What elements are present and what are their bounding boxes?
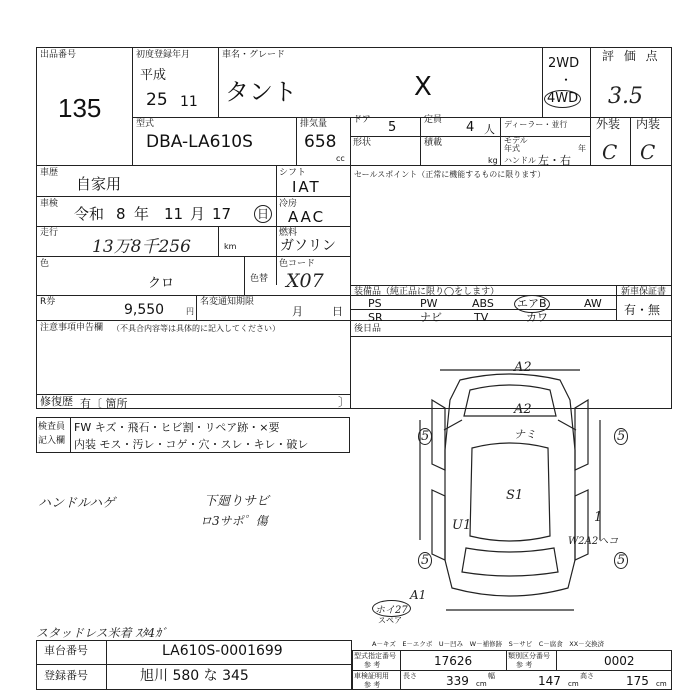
car-grade: X — [414, 72, 432, 102]
divider — [506, 650, 507, 670]
divider — [36, 165, 672, 166]
inspection-month-unit: 月 — [190, 205, 206, 223]
divider — [350, 336, 672, 337]
car-damage-diagram — [400, 360, 680, 620]
inspection-day-unit: 日 — [254, 205, 272, 223]
cooler-label: 冷房 — [279, 199, 298, 209]
inspection-era: 令和 — [74, 205, 105, 223]
damage-s1: S1 — [506, 488, 524, 503]
shape-label: 形状 — [353, 138, 372, 148]
interior-label: 内装 — [636, 117, 661, 131]
divider — [350, 117, 351, 165]
first-reg-label: 初度登録年月 — [136, 50, 191, 60]
tire-fr: 5 — [614, 428, 628, 445]
model-year-unit: 年 — [578, 144, 586, 153]
damage-a1: A1 — [410, 588, 427, 602]
evaluation-label: 評 価 点 — [602, 49, 661, 63]
divider — [218, 47, 219, 117]
model-label: 型式 — [136, 119, 155, 129]
length-unit: cm — [476, 680, 487, 688]
class-no-label-2: 参 考 — [516, 661, 533, 669]
drive-4wd: 4WD — [544, 90, 581, 108]
cert-sub: 参 考 — [364, 681, 381, 689]
divider — [616, 285, 617, 320]
divider — [36, 196, 276, 197]
color-change-label: 色替 — [250, 274, 269, 284]
repair-label: 修復歴 — [40, 395, 73, 408]
color-value: クロ — [148, 276, 175, 291]
capacity-unit: 人 — [484, 123, 495, 136]
tire-rl: 5 — [418, 552, 432, 569]
divider — [400, 650, 401, 690]
displacement-label: 排気量 — [300, 119, 328, 129]
equipment-tv: TV — [474, 311, 489, 324]
color-code-value: X07 — [286, 270, 324, 292]
cert-label: 車検証明用 — [354, 672, 389, 680]
check-line-1: FW キズ・飛石・ヒビ割・リペア跡・×要 — [74, 421, 280, 434]
divider — [218, 226, 219, 256]
inspection-month: 11 — [164, 205, 184, 223]
check-label-1: 検査員 — [38, 422, 66, 432]
damage-w2: W2A2ヘコ — [568, 536, 619, 547]
divider — [590, 47, 591, 165]
divider — [350, 136, 590, 137]
drive-2wd: 2WD — [548, 56, 580, 71]
repair-close: 〕 — [338, 395, 351, 409]
handwritten-note-1: ハンドルハゲ — [38, 496, 116, 511]
load-unit: kg — [488, 156, 498, 165]
divider — [244, 256, 245, 295]
inspection-year: 8 — [116, 205, 126, 223]
divider — [36, 394, 350, 395]
warranty-value: 有・無 — [624, 303, 661, 317]
divider — [630, 117, 631, 165]
shift-label: シフト — [279, 168, 307, 178]
equipment-sr: SR — [368, 311, 383, 324]
divider — [350, 285, 672, 286]
repair-value: 有〔 箇所 — [80, 397, 128, 410]
height-value: 175 — [626, 674, 649, 688]
sales-point-label: セールスポイント（正常に機能するものに限ります） — [354, 170, 546, 179]
class-no-value: 0002 — [604, 654, 635, 668]
width-label: 幅 — [488, 672, 495, 680]
handwritten-note-3: ロ3サポ゜傷 — [200, 514, 268, 528]
car-name: タント — [225, 78, 297, 106]
exterior-grade: C — [602, 140, 618, 164]
fuel-label: 燃料 — [279, 228, 298, 238]
divider — [70, 417, 71, 453]
divider — [36, 664, 352, 665]
doors-label: ドア — [353, 115, 371, 125]
inspection-day: 17 — [212, 205, 232, 223]
notes-label: 注意事項申告欄 — [40, 323, 104, 333]
check-label-2: 記入欄 — [38, 436, 66, 446]
name-change-month: 月 — [292, 305, 303, 318]
tire-fl: 5 — [418, 428, 432, 445]
lot-number: 135 — [58, 93, 102, 123]
capacity-value: 4 — [466, 120, 475, 135]
divider — [350, 165, 351, 409]
mileage-unit: km — [224, 242, 237, 251]
spare-label: スペア — [378, 616, 402, 625]
cooler-value: AAC — [288, 208, 326, 226]
divider — [420, 117, 421, 165]
inspection-label: 車検 — [40, 199, 59, 209]
divider — [296, 117, 297, 165]
equipment-leather: カワ — [526, 311, 548, 324]
damage-legend: A－キズ E－エクボ U－凹み W－補修跡 S－サビ C－腐食 XX－交換済 — [372, 640, 605, 648]
chassis-value: LA610S-0001699 — [162, 643, 283, 659]
equipment-label: 装備品（純正品に限り◯をします） — [354, 287, 500, 297]
handwritten-note-4: スタッドレス米着 ｽﾀ4ｶﾞ — [36, 626, 168, 640]
load-label: 積載 — [424, 138, 443, 148]
damage-a2-inner: A2 — [514, 402, 532, 417]
height-unit: cm — [656, 680, 667, 688]
car-name-label: 車名・グレード — [222, 50, 286, 60]
divider — [556, 650, 557, 670]
length-label: 長さ — [403, 672, 417, 680]
equipment-ps: PS — [368, 297, 382, 310]
divider — [542, 47, 543, 117]
recycle-value: 9,550 — [124, 302, 165, 318]
damage-a2-top: A2 — [514, 360, 532, 375]
first-reg-year: 25 — [146, 90, 168, 110]
color-label: 色 — [40, 259, 50, 269]
divider — [106, 640, 107, 690]
plate-label: 登録番号 — [44, 669, 88, 682]
interior-grade: C — [640, 140, 656, 164]
height-label: 高さ — [580, 672, 594, 680]
lot-label: 出品番号 — [40, 50, 77, 60]
divider — [36, 226, 276, 227]
inspection-year-unit: 年 — [134, 205, 150, 223]
warranty-label: 新車保証書 — [621, 287, 667, 297]
history-value: 自家用 — [76, 175, 122, 193]
divider — [196, 295, 197, 320]
dealer-label: ディーラー・並行 — [504, 120, 568, 129]
type-no-value: 17626 — [434, 654, 473, 668]
divider — [36, 320, 672, 321]
model-year-label-2: 年式 — [504, 144, 520, 153]
equipment-abs: ABS — [472, 297, 494, 310]
handle-value: 左・右 — [538, 154, 571, 167]
first-reg-era: 平成 — [140, 68, 167, 83]
plate-value: 旭川 580 な 345 — [140, 668, 249, 684]
length-value: 339 — [446, 674, 469, 688]
divider — [36, 256, 350, 257]
color-code-label: 色コード — [279, 259, 316, 269]
equipment-pw: PW — [420, 297, 438, 310]
equipment-navi: ナビ — [420, 311, 442, 324]
evaluation-score: 3.5 — [608, 84, 643, 109]
model-year-label-1: モデル — [504, 136, 528, 145]
divider — [132, 47, 133, 165]
equipment-aw: AW — [584, 297, 602, 310]
handle-label: ハンドル — [504, 156, 536, 165]
divider — [276, 226, 350, 227]
divider — [276, 196, 350, 197]
shift-value: IAT — [292, 178, 321, 196]
doors-value: 5 — [388, 120, 397, 135]
mileage-value: 13万8千256 — [92, 237, 191, 257]
displacement-unit: cc — [336, 154, 345, 163]
name-change-label: 名変通知期限 — [200, 297, 255, 307]
tire-rr: 5 — [614, 552, 628, 569]
type-no-label-1: 型式指定番号 — [354, 652, 396, 660]
width-value: 147 — [538, 674, 561, 688]
spare-note: ホイ27 — [372, 600, 411, 617]
divider — [500, 117, 501, 165]
exterior-label: 外装 — [596, 117, 621, 131]
chassis-label: 車台番号 — [44, 644, 88, 657]
notes-subtext: （不具合内容等は具体的に記入してください） — [112, 324, 280, 333]
width-unit: cm — [568, 680, 579, 688]
divider — [276, 165, 277, 285]
history-label: 車歴 — [40, 168, 59, 178]
model-value: DBA-LA610S — [146, 132, 253, 152]
recycle-unit: 円 — [186, 307, 194, 316]
displacement-value: 658 — [304, 132, 337, 152]
recycle-label: R券 — [40, 297, 56, 307]
damage-u1-left: U1 — [452, 518, 472, 533]
class-no-label-1: 類別区分番号 — [508, 652, 550, 660]
delivery-label: 後日品 — [354, 324, 382, 334]
type-no-label-2: 参 考 — [364, 661, 381, 669]
mileage-label: 走行 — [40, 228, 59, 238]
name-change-day: 日 — [332, 305, 343, 318]
first-reg-month: 11 — [180, 94, 198, 110]
damage-nami: ナミ — [514, 428, 536, 441]
fuel-value: ガソリン — [280, 238, 336, 254]
equipment-airbag: エアB — [514, 295, 550, 313]
check-line-2: 内装 モス・汚レ・コゲ・穴・スレ・キレ・破レ — [74, 438, 309, 451]
damage-u1-right: 1 — [594, 510, 603, 525]
capacity-label: 定員 — [424, 115, 443, 125]
drive-dot: ・ — [560, 73, 573, 87]
handwritten-note-2: 下廻りサビ — [204, 494, 270, 509]
